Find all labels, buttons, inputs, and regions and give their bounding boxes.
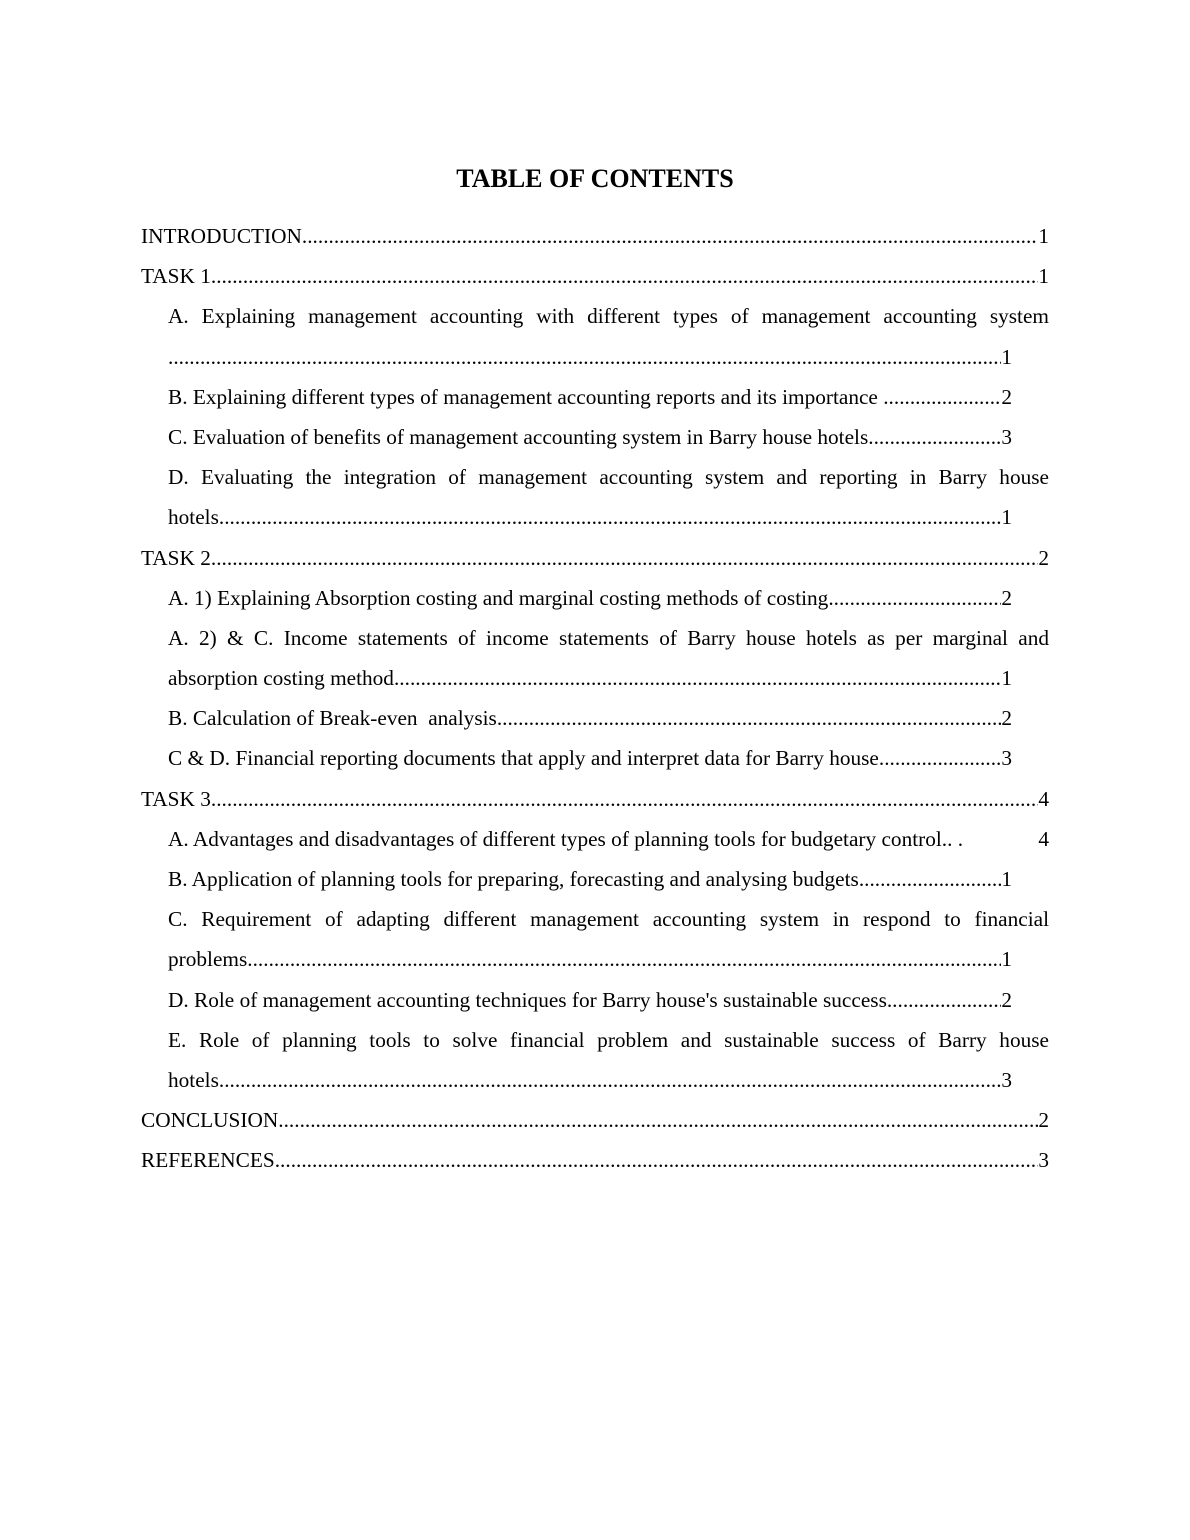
toc-entry-label-continued: problems [168,947,248,972]
dot-leader [211,779,1038,819]
toc-entry-task-3[interactable] [141,779,1049,819]
toc-entry-label: C. Evaluation of benefits of management accounting system in Barry house hotels [168,424,869,449]
dot-leader [859,859,1002,899]
dot-leader [219,1060,1001,1100]
page-title: TABLE OF CONTENTS [456,164,734,193]
toc-entry-task-3-a[interactable] [141,819,1049,859]
toc-entry-task-1-a[interactable] [141,296,1049,376]
toc-entry-label: A. 2) & C. Income statements of income statements of Barry house hotels as per marginal and [168,625,1049,650]
toc-page-number: 3 [1001,1067,1012,1092]
toc-page-number: 1 [1001,947,1012,972]
toc-page-number: 2 [1038,1108,1049,1133]
toc-entry-label: B. Explaining different types of management accounting reports and its importance [168,384,884,409]
toc-entry-label-continued: hotels [168,505,219,530]
dot-leader [247,939,1001,979]
toc-entry-label: A. Explaining management accounting with different types of management accounting system [168,304,1049,329]
dot-leader [275,1140,1039,1180]
toc-page-number: 1 [1001,344,1012,369]
toc-entry-label: TASK 1 [141,264,211,289]
toc-entry-label: D. Evaluating the integration of management accounting system and reporting in Barry house [168,465,1049,490]
dot-leader [211,538,1038,578]
dot-leader [211,256,1038,296]
toc-entry-label: C & D. Financial reporting documents that apply and interpret data for Barry house [168,746,879,771]
dot-leader [879,738,1001,778]
toc-page-number: 2 [1001,706,1012,731]
toc-entry-label: TASK 2 [141,545,211,570]
table-of-contents [141,216,1049,1181]
toc-page-number: 1 [1038,264,1049,289]
dot-leader [168,337,1001,377]
toc-page-number: 2 [1038,545,1049,570]
toc-entry-introduction[interactable] [141,216,1049,256]
toc-entry-task-2-b[interactable] [141,698,1049,738]
toc-page-number: 1 [1001,867,1012,891]
toc-entry-task-1-c[interactable] [141,417,1049,457]
toc-entry-task-2-c-d[interactable] [141,738,1049,778]
dot-leader [868,417,1001,457]
dot-leader [278,1100,1038,1140]
toc-page-number: 3 [1038,1148,1049,1173]
toc-entry-label: E. Role of planning tools to solve financial problem and sustainable success of Barry house [168,1027,1049,1052]
toc-page-number: 3 [1001,424,1012,449]
toc-page-number: 4 [1038,786,1049,811]
toc-entry-label: A. Advantages and disadvantages of different types of planning tools for budgetary control.. . [168,826,964,851]
toc-page-number: 1 [1038,224,1049,248]
toc-entry-label: C. Requirement of adapting different management accounting system in respond to financial [168,907,1049,932]
toc-entry-label: A. 1) Explaining Absorption costing and marginal costing methods of costing [168,585,829,610]
dot-leader [394,658,1001,698]
dot-leader [302,216,1038,256]
toc-entry-task-1-b[interactable] [141,377,1049,417]
dot-leader [497,698,1002,738]
dot-leader [883,377,1001,417]
dot-leader [828,578,1001,618]
dot-leader [887,980,1001,1020]
toc-entry-label: TASK 3 [141,786,211,811]
toc-page-number: 1 [1001,505,1012,530]
toc-entry-label-continued: absorption costing method [168,666,394,691]
toc-entry-task-2-a1[interactable] [141,578,1049,618]
toc-entry-task-3-b[interactable] [141,859,1049,899]
toc-page-number: 2 [1001,585,1012,610]
toc-entry-task-3-e[interactable] [141,1020,1049,1100]
toc-entry-label: B. Application of planning tools for preparing, forecasting and analysing budgets [168,867,859,891]
toc-entry-task-1[interactable] [141,256,1049,296]
toc-entry-label-continued: hotels [168,1067,219,1092]
toc-entry-task-2[interactable] [141,538,1049,578]
dot-leader [219,497,1001,537]
toc-entry-label: D. Role of management accounting techniques for Barry house's sustainable success [168,987,887,1012]
toc-entry-task-2-a2-c[interactable] [141,618,1049,698]
toc-entry-label: REFERENCES [141,1148,275,1173]
toc-page-number: 3 [1001,746,1012,771]
toc-entry-task-3-c[interactable] [141,899,1049,979]
toc-page-number: 4 [1038,826,1049,851]
toc-entry-task-1-d[interactable] [141,457,1049,537]
toc-entry-references[interactable] [141,1140,1049,1180]
toc-entry-conclusion[interactable] [141,1100,1049,1140]
toc-entry-label: INTRODUCTION [141,224,302,248]
toc-entry-label: CONCLUSION [141,1108,279,1133]
toc-page-number: 2 [1001,987,1012,1012]
toc-page-number: 1 [1001,666,1012,691]
toc-entry-task-3-d[interactable] [141,980,1049,1020]
toc-page-number: 2 [1001,384,1012,409]
toc-entry-label: B. Calculation of Break-even analysis [168,706,497,731]
